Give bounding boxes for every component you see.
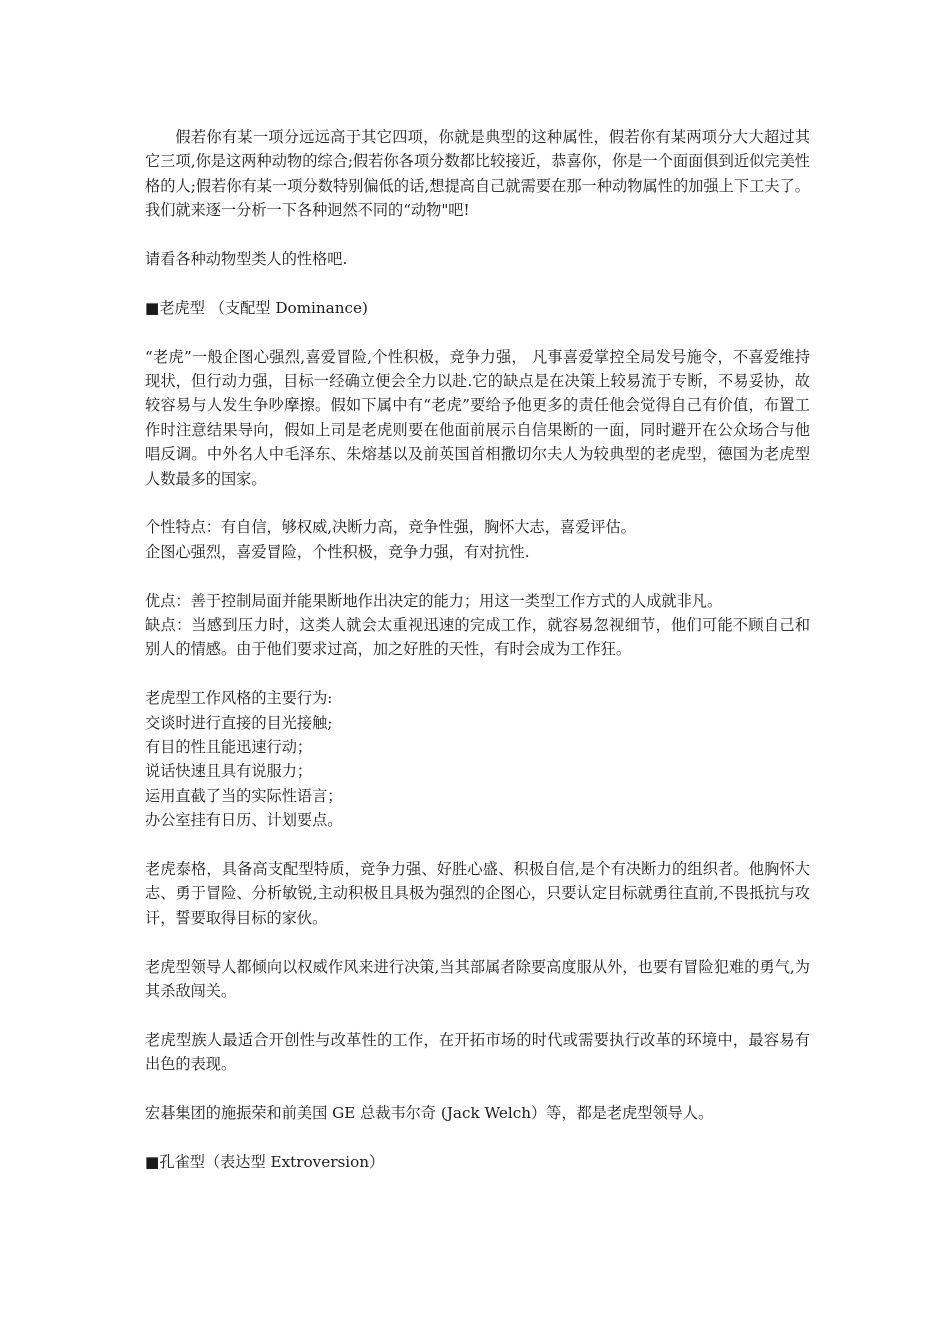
behavior-item: 有目的性且能迅速行动；: [145, 738, 313, 757]
intro-prompt: 请看各种动物型类人的性格吧.: [145, 250, 348, 269]
behavior-item: 说话快速且具有说服力；: [145, 762, 313, 781]
tiger-suited: 老虎型族人最适合开创性与改革性的工作，在开拓市场的时代或需要执行改革的环境中，最容易有出色的表现。: [145, 1030, 810, 1074]
tiger-description: “老虎”一般企图心强烈,喜爱冒险,个性积极，竞争力强， 凡事喜爱掌控全局发号施令，不喜爱维持现状，但行动力强，目标一经确立便会全力以赴.它的缺点是在决策上较易流于专断，不易妥协，故较容易与人发生争吵摩擦。假如下属中有“老虎”要给予他更多的责任他会觉得自己有价值，布置工作时注意结果导向，假如上司是老虎则要在他面前展示自信果断的一面，同时避开在公众场合与他唱反调。中外名人中毛泽东、朱熔基以及前英国首相撒切尔夫人为较典型的老虎型，德国为老虎型人数最多的国家。: [145, 347, 810, 488]
behavior-item: 运用直截了当的实际性语言；: [145, 786, 343, 805]
peacock-heading: ■孔雀型（表达型 Extroversion）: [145, 1152, 385, 1171]
tiger-pros-cons: [145, 589, 810, 662]
tiger-behaviors: [145, 686, 810, 832]
behavior-item: 办公室挂有日历、计划要点。: [145, 811, 343, 830]
trait-line: 个性特点：有自信，够权威,决断力高，竞争性强，胸怀大志，喜爱评估。: [145, 518, 636, 537]
cons-line: 缺点：当感到压力时，这类人就会太重视迅速的完成工作，就容易忽视细节，他们可能不顾自己和别人的情感。由于他们要求过高，加之好胜的天性，有时会成为工作狂。: [145, 616, 810, 659]
tiger-summary: 老虎泰格，具备高支配型特质，竞争力强、好胜心盛、积极自信,是个有决断力的组织者。他胸怀大志、勇于冒险、分析敏锐,主动积极且具极为强烈的企图心，只要认定目标就勇往直前,不畏抵抗与攻讦，誓要取得目标的家伙。: [145, 860, 810, 927]
behavior-item: 交谈时进行直接的目光接触;: [145, 713, 333, 732]
tiger-leadership: 老虎型领导人都倾向以权威作风来进行决策,当其部属者除要高度服从外，也要有冒险犯难的勇气,为其杀敌闯关。: [145, 957, 810, 1001]
pros-line: 优点：善于控制局面并能果断地作出决定的能力；用这一类型工作方式的人成就非凡。: [145, 591, 723, 610]
tiger-heading: ■老虎型 （支配型 Dominance): [145, 298, 368, 317]
intro-paragraph: 假若你有某一项分远远高于其它四项，你就是典型的这种属性，假若你有某两项分大大超过其它三项,你是这两种动物的综合;假若你各项分数都比较接近，恭喜你，你是一个面面俱到近似完美性格的人;假若你有某一项分数特别偏低的话,想提高自己就需要在那一种动物属性的加强上下工夫了。我们就来逐一分析一下各种迥然不同的“动物"吧!: [145, 128, 810, 220]
tiger-examples: 宏碁集团的施振荣和前美国 GE 总裁韦尔奇 (Jack Welch）等，都是老虎型领导人。: [145, 1104, 714, 1123]
document-body: [145, 125, 810, 1199]
behaviors-title: 老虎型工作风格的主要行为:: [145, 689, 333, 708]
tiger-traits: [145, 515, 810, 564]
trait-line: 企图心强烈，喜爱冒险，个性积极，竞争力强，有对抗性.: [145, 542, 530, 561]
